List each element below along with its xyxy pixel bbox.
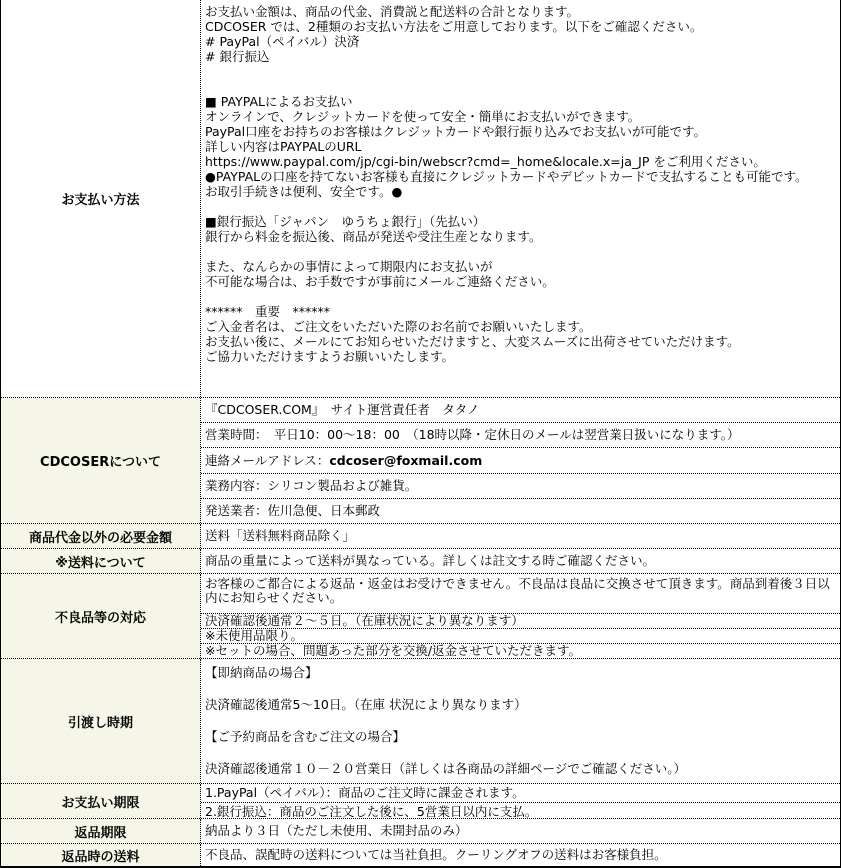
text-line: ご協力いただけますようお願いいたします。 — [205, 349, 455, 364]
subrow-unused-only-note: ※未使用品限り。 — [201, 628, 840, 643]
text-line: ●PAYPALの口座を持てないお客様も直接にクレジットカードやデビットカードで支払することも可能です。 — [205, 169, 808, 184]
text-line: 銀行から料金を振込後、商品が発送や受注生産となります。 — [205, 229, 542, 244]
row-content-delivery-timing — [201, 659, 840, 783]
row-header-payment-deadline: お支払い期限 — [1, 784, 201, 818]
row-content-shipping-note — [201, 549, 840, 573]
row-content-payment-deadline — [201, 784, 840, 818]
row-about-cdcoser — [1, 397, 840, 523]
paypal-url-text: https://www.paypal.com/jp/cgi-bin/webscr?cmd=_home&locale.x=ja_JP をご利用ください。 — [205, 154, 766, 169]
important-marker: ****** 重要 ****** — [205, 304, 331, 319]
text-line: CDCOSER では、2種類のお支払い方法をご用意しております。以下をご確認ください。 — [205, 19, 703, 34]
text-line: ■ PAYPALによるお支払い — [205, 94, 353, 109]
contact-email-label: 連絡メールアドレス： — [205, 452, 330, 468]
subrow-set-exchange-note: ※セットの場合、問題あった部分を交換/返金させていただきます。 — [201, 643, 840, 658]
row-header-extra-fees: 商品代金以外の必要金額 — [1, 524, 201, 548]
text-line: # PayPal（ペイバル）決済 — [205, 34, 360, 49]
blank-line — [205, 244, 836, 259]
text-line: 決済確認後通常5～10日。（在庫 状況により異なります） — [205, 697, 527, 712]
text-line: 不可能な場合は、お手数ですが事前にメールご連絡ください。 — [205, 274, 555, 289]
row-payment-method — [1, 0, 840, 397]
blank-line — [205, 745, 836, 761]
text-line: 決済確認後通常１０－２０営業日（詳しくは各商品の詳細ページでご確認ください。） — [205, 761, 687, 776]
row-header-shipping-note: ※送料について — [1, 549, 201, 573]
text-line: お取引手続きは便利、安全です。● — [205, 184, 403, 199]
subrow-paypal-deadline: 1.PayPal（ペイバル）：商品のご注文時に課金されます。 — [205, 785, 525, 800]
row-extra-fees — [1, 523, 840, 548]
subrow-site-operator: 『CDCOSER.COM』 サイト運営責任者 タタノ — [205, 402, 480, 418]
text-line: PayPal口座をお持ちのお客様はクレジットカードや銀行振り込みでお支払いが可能です。 — [205, 124, 706, 139]
text-line: 【即納商品の場合】 — [205, 665, 318, 680]
row-content-defective-policy — [201, 574, 840, 658]
text-line: 詳しい内容はPAYPALのURL — [205, 139, 362, 154]
row-header-delivery-timing: 引渡し時期 — [1, 659, 201, 783]
row-header-return-shipping: 返品時の送料 — [1, 844, 201, 866]
row-shipping-note — [1, 548, 840, 573]
text-line: 【ご予約商品を含むご注文の場合】 — [205, 729, 406, 744]
row-content-payment-method — [201, 0, 840, 397]
row-header-return-deadline: 返品期限 — [1, 819, 201, 843]
row-header-defective-policy: 不良品等の対応 — [1, 574, 201, 658]
text-line: また、なんらかの事情によって期限内にお支払いが — [205, 259, 493, 274]
blank-line — [205, 713, 836, 729]
subrow-shipping-carriers: 発送業者：佐川急便、日本郵政 — [201, 498, 840, 523]
row-delivery-timing — [1, 658, 840, 783]
subrow-bank-transfer-deadline: 2.銀行振込：商品のご注文した後に、5営業日以内に支払。 — [201, 802, 840, 818]
text-line: お支払い金額は、商品の代金、消費説と配送料の合計となります。 — [205, 4, 580, 19]
row-payment-deadline — [1, 783, 840, 818]
extra-fees-text: 送料「送料無料商品除く」 — [205, 528, 356, 543]
blank-line — [205, 681, 836, 697]
return-shipping-text: 不良品、誤配時の送料については当社負担。クーリングオフの送料はお客様負担。 — [205, 847, 667, 862]
subrow-exchange-lead-time: 決済確認後通常２～５日。（在庫状況により異なります） — [201, 613, 840, 628]
shipping-note-text: 商品の重量によって送料が異なっている。詳しくは註文する時ご確認ください。 — [205, 553, 656, 568]
subrow-contact-email — [201, 447, 840, 472]
return-deadline-text: 納品より３日（ただし未使用、未開封品のみ） — [205, 823, 468, 838]
row-content-extra-fees — [201, 524, 840, 548]
row-content-return-shipping — [201, 844, 840, 866]
contact-email-address: cdcoser@foxmail.com — [329, 452, 483, 468]
row-return-deadline — [1, 818, 840, 843]
blank-line — [205, 79, 836, 94]
subrow-business-content: 業務内容：シリコン製品および雑貨。 — [201, 473, 840, 498]
row-header-payment-method: お支払い方法 — [1, 0, 201, 397]
row-header-about-cdcoser: CDCOSERについて — [1, 398, 201, 523]
row-return-shipping — [1, 843, 840, 866]
text-line: お支払い後に、メールにてお知らせいただけますと、大変スムーズに出荷させていただけます。 — [205, 334, 740, 349]
text-line: ■銀行振込「ジャパン ゆうちょ銀行」（先払い） — [205, 214, 486, 229]
row-defective-policy — [1, 573, 840, 658]
blank-line — [205, 289, 836, 304]
blank-line — [205, 199, 836, 214]
row-content-return-deadline — [201, 819, 840, 843]
blank-line — [205, 64, 836, 79]
subrow-business-hours: 営業時間： 平日10：00～18：00 （18時以降・定休日のメールは翌営業日扱いになります。） — [201, 422, 840, 447]
row-content-about-cdcoser — [201, 398, 840, 523]
subrow-return-refund-policy: お客様のご都合による返品・返金はお受けできません。不良品は良品に交換させて頂きます。商品到着後３日以内にお知らせください。 — [205, 576, 830, 605]
text-line: オンラインで、クレジットカードを使って安全・簡単にお支払いができます。 — [205, 109, 641, 124]
text-line: ご入金者名は、ご注文をいただいた際のお名前でお願いいたします。 — [205, 319, 592, 334]
text-line: # 銀行振込 — [205, 49, 270, 64]
